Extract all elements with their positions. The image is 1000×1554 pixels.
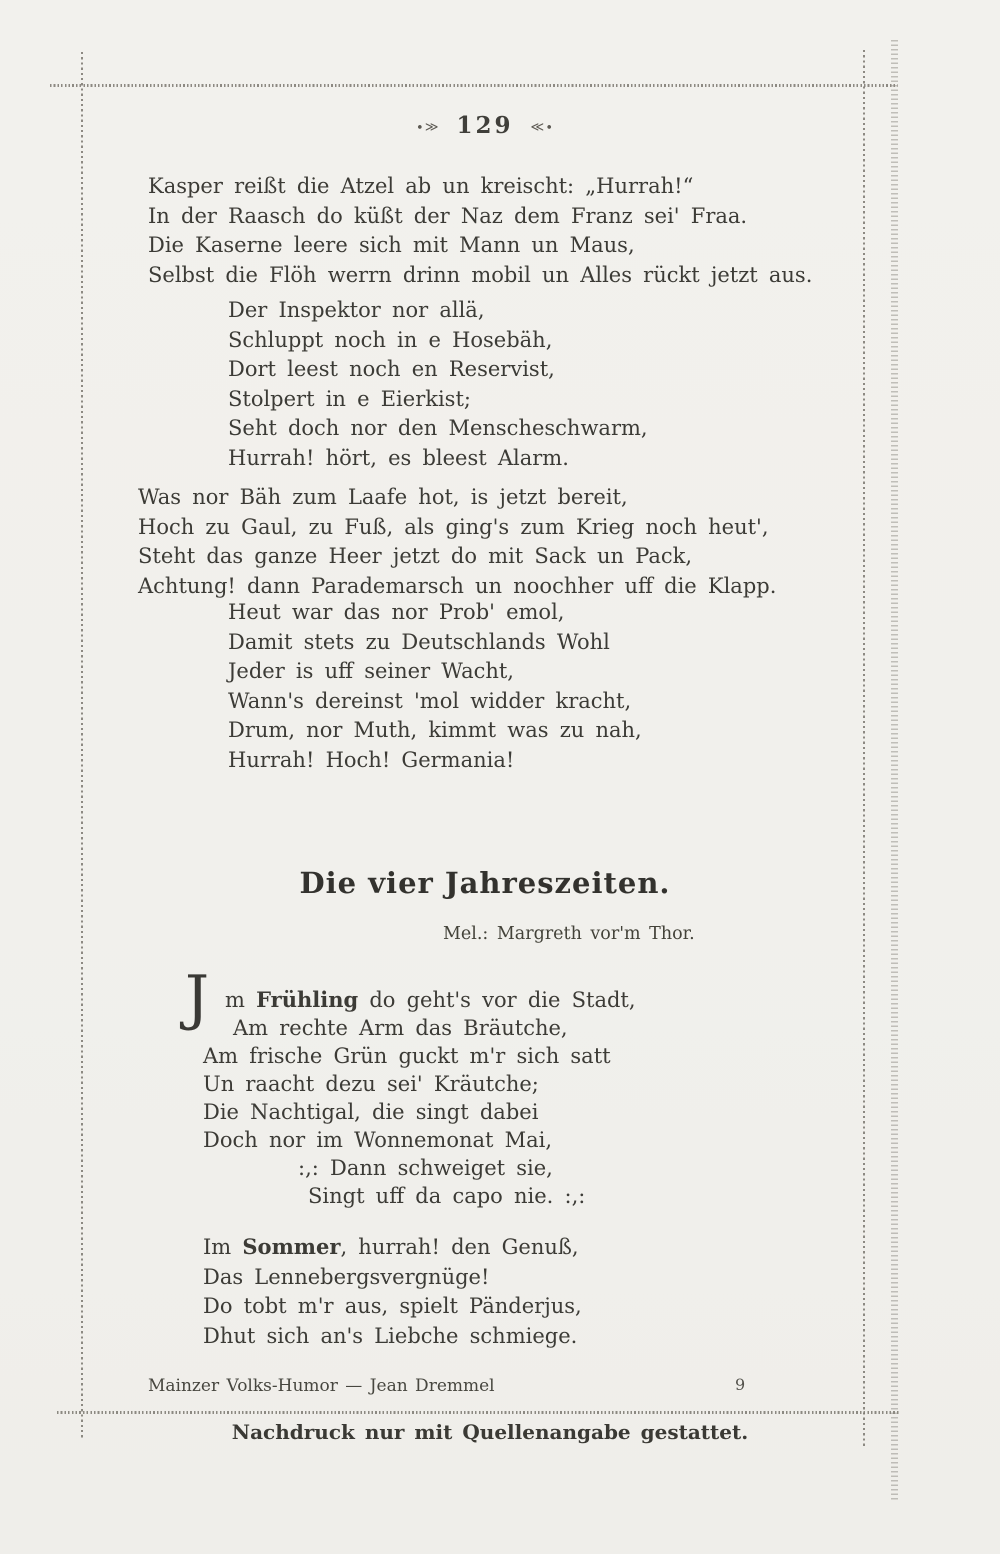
- refrain: [228, 598, 642, 775]
- verse-line: Am rechte Arm das Bräutche,: [233, 1016, 568, 1040]
- drop-cap-initial: J: [185, 963, 210, 1033]
- verse-line: Seht doch nor den Menscheschwarm,: [228, 416, 648, 440]
- line-text: m: [225, 988, 257, 1012]
- verse-line: Achtung! dann Parademarsch un noochher uff die Klapp.: [138, 573, 777, 598]
- signature-number: 9: [735, 1375, 746, 1394]
- verse-line: Stolpert in e Eierkist;: [228, 386, 471, 411]
- season-word: Frühling: [256, 987, 359, 1012]
- verse-line: Wann's dereinst 'mol widder kracht,: [228, 688, 632, 713]
- verse-line: Doch nor im Wonnemonat Mai,: [203, 1128, 553, 1152]
- verse-line: Un raacht dezu sei' Kräutche;: [203, 1072, 539, 1096]
- verse-line: Die Nachtigal, die singt dabei: [203, 1100, 539, 1124]
- verse-line: Hurrah! Hoch! Germania!: [228, 747, 515, 772]
- verse-line: Steht das ganze Heer jetzt do mit Sack un Pack,: [138, 544, 693, 568]
- verse-line: Hoch zu Gaul, zu Fuß, als ging's zum Krieg noch heut',: [138, 514, 769, 539]
- verse-line: Jeder is uff seiner Wacht,: [228, 659, 514, 683]
- page-number: 129: [456, 112, 514, 139]
- line-text: , hurrah! den Genuß,: [340, 1235, 579, 1259]
- verse-line: Die Kaserne leere sich mit Mann un Maus,: [148, 233, 635, 257]
- verse-line: Selbst die Flöh werrn drinn mobil un Alles rückt jetzt aus.: [148, 262, 813, 287]
- frame-bottom-border: [57, 1411, 900, 1414]
- page-header: [80, 112, 890, 139]
- melody-note: Mel.: Margreth vor'm Thor.: [443, 924, 695, 944]
- page-edge-perforation: [891, 40, 898, 1500]
- right-arrow-ornament-icon: ≪∙: [530, 119, 555, 135]
- verse-line: Kasper reißt die Atzel ab un kreischt: „Hurrah!“: [148, 174, 694, 198]
- verse-line: [225, 986, 636, 1014]
- verse-line: Heut war das nor Prob' emol,: [228, 600, 565, 624]
- verse-line: In der Raasch do küßt der Naz dem Franz sei' Fraa.: [148, 203, 748, 228]
- refrain: [228, 296, 648, 473]
- left-arrow-ornament-icon: ∙≫: [415, 119, 440, 135]
- running-footer: Mainzer Volks-Humor — Jean Dremmel: [148, 1376, 495, 1396]
- copyright-notice: Nachdruck nur mit Quellenangabe gestattet.: [231, 1420, 749, 1444]
- verse-line: [203, 1232, 582, 1263]
- line-text: Im: [203, 1235, 243, 1259]
- refrain-line: Singt uff da capo nie. :,:: [308, 1184, 586, 1208]
- verse-line: Drum, nor Muth, kimmt was zu nah,: [228, 718, 642, 742]
- verse-line: Hurrah! hört, es bleest Alarm.: [228, 445, 569, 470]
- stanza: [203, 1232, 582, 1351]
- verse-line: Dhut sich an's Liebche schmiege.: [203, 1323, 578, 1348]
- stanza: [203, 986, 636, 1210]
- verse-line: Damit stets zu Deutschlands Wohl: [228, 629, 610, 654]
- stanza: [138, 483, 776, 601]
- verse-line: Am frische Grün guckt m'r sich satt: [203, 1044, 611, 1068]
- frame-top-border: [50, 84, 898, 87]
- verse-line: Der Inspektor nor allä,: [228, 298, 485, 322]
- line-text: do geht's vor die Stadt,: [358, 988, 636, 1012]
- song-title: Die vier Jahreszeiten.: [299, 866, 671, 900]
- stanza: [148, 172, 812, 290]
- verse-line: Das Lennebergsvergnüge!: [203, 1264, 490, 1289]
- refrain-line: :,: Dann schweiget sie,: [298, 1156, 553, 1180]
- verse-line: Was nor Bäh zum Laafe hot, is jetzt bereit,: [138, 485, 628, 509]
- frame-left-border: [81, 52, 83, 1438]
- frame-right-border: [863, 50, 865, 1448]
- verse-line: Do tobt m'r aus, spielt Pänderjus,: [203, 1294, 582, 1318]
- season-word: Sommer: [242, 1234, 341, 1259]
- verse-line: Dort leest noch en Reservist,: [228, 357, 555, 381]
- verse-line: Schluppt noch in e Hosebäh,: [228, 327, 553, 352]
